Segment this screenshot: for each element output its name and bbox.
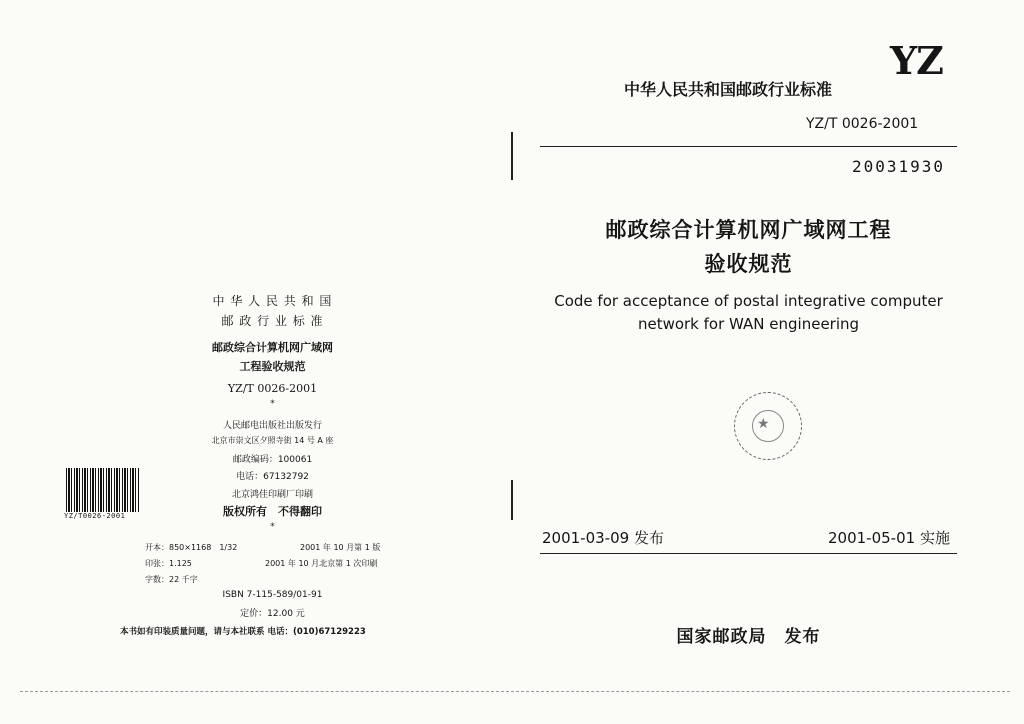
left-title2: 工程验收规范: [239, 360, 306, 373]
title-cn-1: 邮政综合计算机网广域网工程: [605, 218, 892, 242]
issue-date: 2001-03-09 发布: [542, 529, 664, 547]
title-en-2: network for WAN engineering: [637, 315, 860, 333]
bottom-scan-line: [20, 691, 1010, 692]
left-print-run: 2001 年 10 月北京第 1 次印刷: [265, 559, 378, 568]
spine-mark-bottom: [511, 480, 513, 520]
left-price: 定价：12.00 元: [240, 609, 305, 619]
spine-mark-top: [511, 132, 513, 180]
yz-logo: YZ: [890, 38, 943, 83]
left-printer: 北京鸿佳印刷厂印刷: [231, 490, 313, 500]
header-rule: [540, 146, 957, 147]
archive-number: 20031930: [852, 157, 946, 176]
left-title1: 邮政综合计算机网广域网: [212, 341, 333, 354]
title-cn-2: 验收规范: [704, 252, 793, 276]
left-press: 人民邮电出版社出版发行: [222, 421, 322, 431]
left-address: 北京市崇文区夕照寺街 14 号 A 座: [211, 436, 334, 445]
left-notice: 本书如有印装质量问题，请与本社联系 电话：(010)67129223: [120, 627, 366, 637]
left-sheets: 印张：1.125: [145, 559, 192, 568]
seal-star-icon: ★: [757, 416, 770, 432]
date-rule: [540, 553, 957, 554]
industry-standard: 中华人民共和国邮政行业标准: [624, 80, 833, 99]
left-words: 字数：22 千字: [145, 575, 198, 584]
left-star2: *: [270, 522, 275, 532]
left-line1: 中 华 人 民 共 和 国: [212, 294, 333, 308]
left-postcode: 邮政编码：100061: [232, 455, 313, 465]
left-format: 开本：850×1168 1/32: [145, 543, 238, 552]
left-isbn: ISBN 7-115-589/01-91: [222, 590, 323, 600]
left-phone: 电话：67132792: [236, 472, 309, 482]
left-line2: 邮 政 行 业 标 准: [221, 314, 324, 328]
left-star1: *: [270, 399, 275, 409]
left-code: YZ/T 0026-2001: [227, 382, 318, 395]
barcode-label: YZ/T0026-2001: [64, 512, 126, 520]
title-en-1: Code for acceptance of postal integrative computer: [554, 292, 943, 310]
publisher: 国家邮政局 发布: [676, 627, 821, 647]
left-edition: 2001 年 10 月第 1 版: [300, 543, 381, 552]
barcode: [66, 468, 140, 512]
standard-code: YZ/T 0026-2001: [806, 116, 919, 132]
implementation-date: 2001-05-01 实施: [828, 529, 950, 547]
left-copyright: 版权所有 不得翻印: [223, 505, 322, 518]
